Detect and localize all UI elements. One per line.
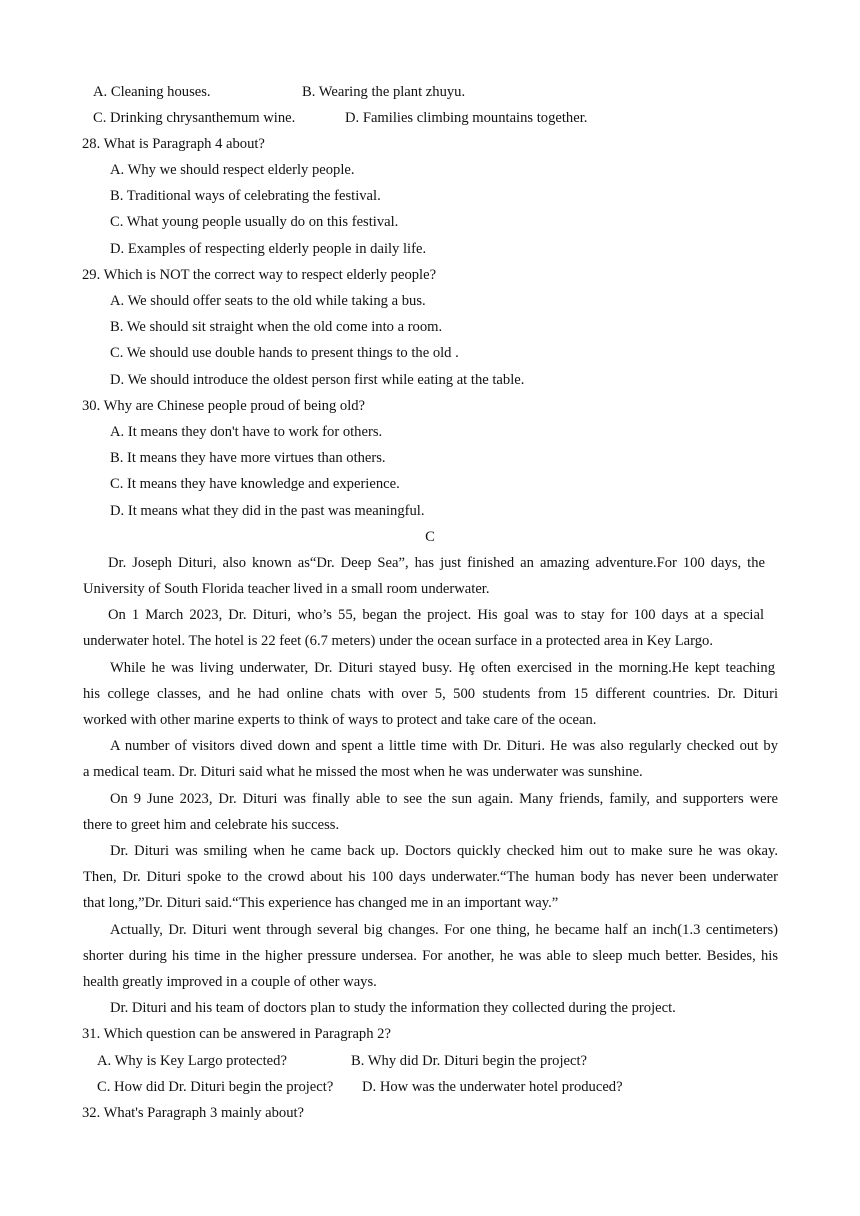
passage-line: While he was living underwater, Dr. Dituri stayed busy. Hȩ often exercised in the morning.He kept teaching [110, 660, 775, 676]
passage-line: shorter during his time in the higher pressure undersea. For another, he was able to sleep much better. Besides, his [83, 948, 778, 964]
q29-option-d: D. We should introduce the oldest person first while eating at the table. [110, 372, 525, 388]
q30-option-d: D. It means what they did in the past was meaningful. [110, 503, 425, 519]
passage-line: worked with other marine experts to think of ways to protect and take care of the ocean. [83, 712, 597, 728]
passage-line: his college classes, and he had online chats with over 5, 500 students from 15 different countries. Dr. Dituri [83, 686, 778, 702]
passage-line: Dr. Dituri and his team of doctors plan to study the information they collected during the project. [110, 1000, 676, 1016]
q28-option-b: B. Traditional ways of celebrating the festival. [110, 188, 381, 204]
q28-option-d: D. Examples of respecting elderly people in daily life. [110, 241, 427, 257]
q29-option-a: A. We should offer seats to the old while taking a bus. [110, 293, 426, 309]
q31-option-c: C. How did Dr. Dituri begin the project? [97, 1079, 334, 1095]
passage-line: On 9 June 2023, Dr. Dituri was finally able to see the sun again. Many friends, family, and supporters were [110, 791, 778, 807]
q28-question: 28. What is Paragraph 4 about? [82, 136, 265, 152]
q27-option-a: A. Cleaning houses. [93, 84, 211, 100]
passage-line: that long,”Dr. Dituri said.“This experience has changed me in an important way.” [83, 895, 559, 911]
q31-question: 31. Which question can be answered in Paragraph 2? [82, 1026, 391, 1042]
passage-line: Actually, Dr. Dituri went through several big changes. For one thing, he became half an inch(1.3 centimeters) [110, 922, 778, 938]
q30-option-b: B. It means they have more virtues than others. [110, 450, 386, 466]
q30-option-a: A. It means they don't have to work for others. [110, 424, 383, 440]
passage-line: a medical team. Dr. Dituri said what he missed the most when he was underwater was sunshine. [83, 764, 643, 780]
passage-line: On 1 March 2023, Dr. Dituri, who’s 55, began the project. His goal was to stay for 100 days at a special [108, 607, 764, 623]
passage-line: there to greet him and celebrate his success. [83, 817, 340, 833]
q29-option-c: C. We should use double hands to present things to the old . [110, 345, 459, 361]
passage-line: health greatly improved in a couple of other ways. [83, 974, 377, 990]
q27-option-d: D. Families climbing mountains together. [345, 110, 588, 126]
q30-option-c: C. It means they have knowledge and experience. [110, 476, 400, 492]
q29-question: 29. Which is NOT the correct way to respect elderly people? [82, 267, 437, 283]
q32-question: 32. What's Paragraph 3 mainly about? [82, 1105, 305, 1121]
q31-option-a: A. Why is Key Largo protected? [97, 1053, 287, 1069]
q31-option-d: D. How was the underwater hotel produced? [362, 1079, 623, 1095]
passage-line: Dr. Joseph Dituri, also known as“Dr. Deep Sea”, has just finished an amazing adventure.For 100 days, the [108, 555, 765, 571]
passage-line: A number of visitors dived down and spent a little time with Dr. Dituri. He was also regularly checked out by [110, 738, 778, 754]
q28-option-c: C. What young people usually do on this festival. [110, 214, 399, 230]
passage-line: Dr. Dituri was smiling when he came back up. Doctors quickly checked him out to make sure he was okay. [110, 843, 778, 859]
q31-option-b: B. Why did Dr. Dituri begin the project? [351, 1053, 588, 1069]
passage-line: University of South Florida teacher lived in a small room underwater. [83, 581, 490, 597]
q27-option-c: C. Drinking chrysanthemum wine. [93, 110, 296, 126]
q29-option-b: B. We should sit straight when the old come into a room. [110, 319, 443, 335]
passage-line: Then, Dr. Dituri spoke to the crowd about his 100 days underwater.“The human body has never been underwater [83, 869, 778, 885]
q27-option-b: B. Wearing the plant zhuyu. [302, 84, 466, 100]
q28-option-a: A. Why we should respect elderly people. [110, 162, 355, 178]
passage-line: underwater hotel. The hotel is 22 feet (6.7 meters) under the ocean surface in a protected area in Key Largo. [83, 633, 713, 649]
q30-question: 30. Why are Chinese people proud of being old? [82, 398, 366, 414]
section-heading: C [425, 529, 435, 545]
